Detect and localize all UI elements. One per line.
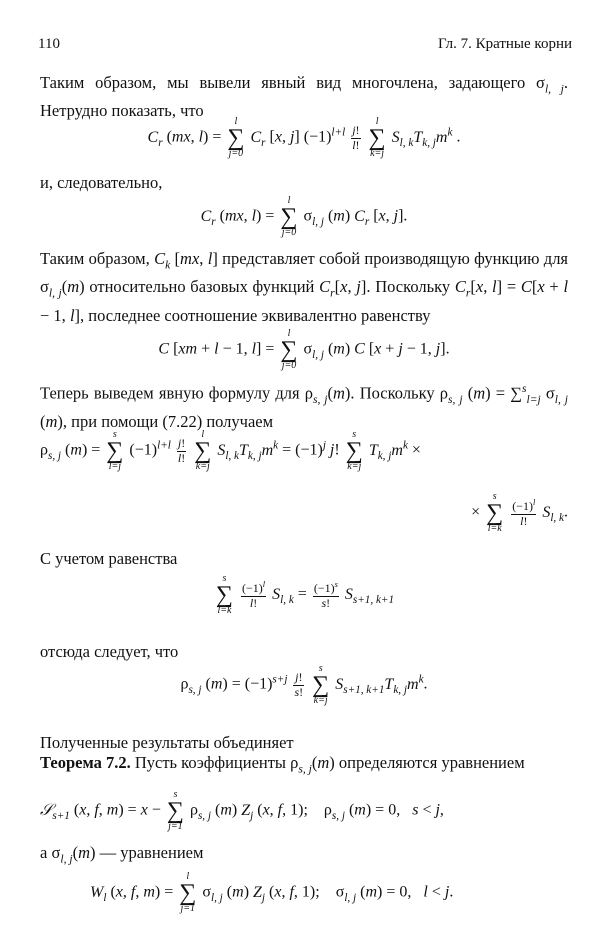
paragraph-consequently: и, следовательно, xyxy=(40,173,163,192)
paragraph-and-sigma: а $\sigma_{l, j}(m)$ — уравнением xyxy=(40,843,204,866)
paragraph-derive-formula: Теперь выведем явную формулу для $\rho_{s, j}(m)$. Поскольку $\rho_{s, j}$ (m) = ∑$^s_{l=j}$ $\sigma_{l, j}$ (m), при помощи (7.22) получаем xyxy=(40,383,569,431)
equation-6: $\rho_{s, j}$ $(m) = (-1)^{s+j}$ $\frac{j!}{s!}$ s ∑ k=j $S_{s+1, k+1}T_{k, j}m^k$. xyxy=(180,663,428,706)
page-number: 110 xyxy=(38,36,60,52)
paragraph-generating-function: Таким образом, $C_k$ [mx, l] представляет собой производящую функцию для $\sigma_{l, j}(m)$ относительно базовых функций $C_r[x$, j]. Поскольку $C_r[x$, l] = C[x + l − 1, l], последнее соотношение эквивалентно равенству xyxy=(40,249,569,325)
paragraph-intro xyxy=(40,72,568,121)
equation-4-continued: × s ∑ l=k $\frac{(-1)^l}{l!}$ $S_{l, k}$. xyxy=(471,491,568,534)
equation-8: $W_l$ (x, f, m) = l ∑ j=1 $\sigma_{l, j}$ (m) $Z_j$ (x, f, 1); $\sigma_{l, j}$ (m) = 0, l < j. xyxy=(90,871,454,914)
theorem-label: Теорема 7.2. xyxy=(40,753,131,772)
intro-text-end: . Нетрудно показать, что xyxy=(40,73,568,121)
equation-5: s ∑ l=k $\frac{(-1)^l}{l!}$ $S_{l, k}$ = $\frac{(-1)^s}{s!}$ $S_{s+1, k+1}$ xyxy=(215,573,395,616)
theorem-7-2: Теорема 7.2. Пусть коэффициенты $\rho_{s, j}(m)$ определяются уравнением xyxy=(40,753,525,776)
paragraph-considering: С учетом равенства xyxy=(40,549,178,568)
equation-2: $C_r$ (mx, l) = l ∑ j=0 $\sigma_{l, j}$ (m) $C_r$ [x, j]. xyxy=(200,195,408,238)
paragraph-follows: отсюда следует, что xyxy=(40,642,179,661)
equation-7: 𝒮$_{s+1}$ (x, f, m) = x − s ∑ j=1 $\rho_{s, j}$ (m) $Z_j$ (x, f, 1); $\rho_{s, j}$ (m) = 0, s < j, xyxy=(40,789,444,832)
running-head-title: Гл. 7. Кратные корни xyxy=(438,36,572,52)
paragraph-results: Полученные результаты объединяет xyxy=(40,733,294,752)
intro-text: Таким образом, мы вывели явный вид многочлена, задающего σ xyxy=(40,73,545,92)
running-header xyxy=(38,36,572,58)
intro-subscript: l, j xyxy=(544,83,564,96)
equation-4: $\rho_{s, j}$ (m) = s ∑ l=j $(-1)^{l+l}$ $\frac{j!}{l!}$ l ∑ k=j $S_{l, k}T_{k, j}m^k = (-1)^j$ j! s ∑ k=j $T_{k, j}m^k$ × xyxy=(40,429,421,472)
equation-3: C [xm + l − 1, l] = l ∑ j=0 $\sigma_{l, j}$ (m) C [x + j − 1, j]. xyxy=(158,328,450,371)
equation-1: $C_r$ (mx, l) = l ∑ j=0 $C_r$ [x, j] $(-1)^{l+l}$ $\frac{j!}{l!}$ l ∑ k=j $S_{l, k}T_{k, j}m^k$ . xyxy=(147,116,461,159)
